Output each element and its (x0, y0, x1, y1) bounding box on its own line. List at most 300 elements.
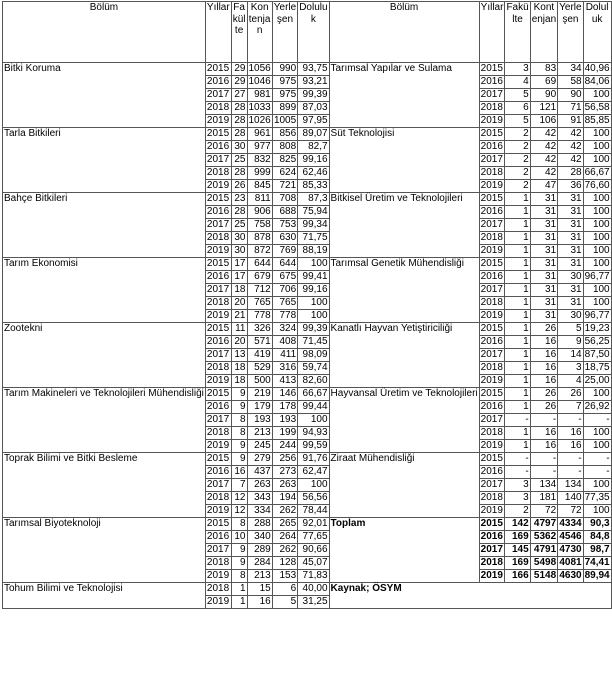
cell-doluluk: 85,85 (584, 115, 610, 127)
department-name: Bahçe Bitkileri (3, 193, 206, 258)
cell-kontenjan: 106 (530, 115, 557, 128)
cell-doluluk: 99,39 (298, 323, 329, 336)
cell-doluluk: 77,65 (298, 531, 329, 544)
department-name: Tarımsal Biyoteknoloji (3, 518, 206, 583)
cell-yil: 2015 (479, 388, 505, 401)
cell-yil: 2016 (205, 206, 231, 219)
cell-fakulte: 17 (231, 258, 247, 271)
cell-yerlesen: - (558, 453, 583, 466)
cell-yerlesen: 14 (558, 349, 583, 362)
cell-fakulte: 1 (505, 362, 530, 375)
cell-fakulte: 26 (231, 180, 247, 193)
cell-yil: 2019 (205, 180, 231, 193)
cell-fakulte: 9 (231, 388, 247, 401)
cell-yerlesen: 975 (272, 89, 297, 102)
cell-yerlesen: 4546 (559, 531, 582, 543)
cell-yerlesen: 990 (272, 63, 297, 76)
cell-kontenjan: 1046 (248, 76, 271, 88)
table-row (3, 193, 612, 206)
cell-fakulte: 21 (231, 310, 247, 323)
cell-kontenjan: 981 (247, 89, 272, 102)
cell-doluluk: 96,77 (584, 310, 610, 322)
cell-kontenjan: 31 (530, 310, 557, 323)
cell-fakulte: 16 (231, 466, 247, 479)
cell-kontenjan: 289 (247, 544, 272, 557)
department-name: Tarımsal Yapılar ve Sulama (329, 63, 479, 128)
cell-kontenjan: 961 (247, 128, 272, 141)
cell-yerlesen: 58 (558, 76, 583, 89)
cell-yil: 2019 (479, 570, 505, 583)
cell-yerlesen: 31 (558, 297, 583, 310)
cell-doluluk: 100 (583, 89, 611, 102)
department-name: Bitkisel Üretim ve Teknolojileri (329, 193, 479, 258)
cell-kontenjan: - (530, 414, 557, 427)
cell-fakulte: 25 (231, 154, 247, 167)
cell-yil: 2018 (205, 492, 231, 505)
header-bolum-2: Bölüm (329, 2, 479, 63)
cell-yerlesen: 263 (272, 479, 297, 492)
department-name: Süt Teknolojisi (329, 128, 479, 193)
cell-doluluk: 99,41 (298, 271, 329, 284)
cell-fakulte: 1 (505, 440, 530, 453)
source-note: Kaynak; ÖSYM (329, 583, 611, 609)
cell-kontenjan: 16 (530, 440, 557, 453)
header-fakulte-part: te (234, 25, 244, 36)
cell-doluluk: 18,75 (584, 362, 610, 374)
cell-yil: 2018 (205, 427, 231, 440)
cell-fakulte: 1 (505, 388, 530, 401)
table-row (3, 258, 612, 271)
cell-yerlesen: 856 (272, 128, 297, 141)
cell-yerlesen: 31 (558, 193, 583, 206)
cell-doluluk: 45,07 (298, 557, 329, 570)
cell-doluluk: 89,94 (584, 570, 610, 582)
cell-doluluk: 85,33 (298, 180, 329, 193)
cell-kontenjan: 42 (530, 154, 557, 167)
cell-yerlesen: 128 (272, 557, 297, 570)
cell-doluluk: 40,00 (298, 583, 329, 596)
cell-fakulte: 18 (231, 284, 247, 297)
cell-yil: 2019 (205, 115, 231, 128)
cell-kontenjan: 16 (530, 336, 557, 349)
cell-yil: 2015 (205, 518, 231, 531)
cell-yil: 2015 (479, 128, 505, 141)
cell-doluluk: 56,58 (584, 102, 610, 114)
cell-fakulte: 1 (505, 401, 530, 414)
cell-yil: 2015 (205, 258, 231, 271)
cell-kontenjan: 245 (247, 440, 272, 453)
cell-kontenjan: 16 (530, 375, 557, 388)
cell-doluluk: 94,93 (298, 427, 329, 440)
cell-fakulte: 9 (231, 401, 247, 414)
cell-yerlesen: 71 (558, 102, 583, 115)
cell-fakulte: 1 (505, 284, 530, 297)
cell-yil: 2018 (205, 102, 231, 115)
cell-doluluk: 56,25 (584, 336, 610, 348)
cell-doluluk: 76,60 (584, 180, 610, 192)
cell-doluluk: 100 (298, 297, 329, 310)
cell-kontenjan: 213 (247, 570, 272, 583)
cell-yerlesen: 31 (558, 258, 583, 271)
cell-doluluk: 66,67 (584, 167, 610, 179)
cell-fakulte: 9 (231, 440, 247, 453)
header-row (3, 2, 612, 63)
cell-yerlesen: 624 (272, 167, 297, 180)
cell-yerlesen: 42 (558, 128, 583, 141)
cell-yil: 2019 (479, 375, 505, 388)
cell-kontenjan: 42 (530, 141, 557, 154)
cell-yil: 2016 (205, 76, 231, 89)
cell-fakulte: 1 (505, 427, 530, 440)
cell-yerlesen: 644 (272, 258, 297, 271)
cell-fakulte: 169 (505, 557, 530, 570)
cell-yil: 2018 (205, 583, 231, 596)
cell-yil: 2017 (479, 349, 505, 362)
department-name: Bitki Koruma (3, 63, 206, 128)
cell-yerlesen: 16 (558, 440, 583, 453)
cell-doluluk: 100 (583, 154, 611, 167)
cell-yerlesen: 193 (272, 414, 297, 427)
cell-yil: 2018 (479, 102, 505, 115)
cell-fakulte: 12 (231, 492, 247, 505)
cell-kontenjan: 5148 (530, 570, 557, 583)
cell-yil: 2016 (205, 401, 231, 414)
cell-yerlesen: 708 (272, 193, 297, 206)
department-name: Tarla Bitkileri (3, 128, 206, 193)
cell-doluluk: 84,8 (583, 531, 611, 544)
cell-fakulte: 30 (231, 245, 247, 258)
cell-doluluk: 71,75 (298, 232, 329, 245)
header-fakulte-2-part: lte (512, 13, 523, 25)
cell-doluluk: 100 (583, 427, 611, 440)
cell-doluluk: 91,76 (298, 453, 329, 466)
cell-yil: 2015 (205, 388, 231, 401)
header-kontenjan-2-part: Kont (533, 2, 555, 13)
cell-yil: 2015 (205, 193, 231, 206)
cell-doluluk: 88,19 (298, 245, 329, 258)
cell-yerlesen: 9 (558, 336, 583, 349)
header-fakulte-2-part: Fakü (506, 2, 529, 13)
cell-yerlesen: 34 (558, 63, 583, 76)
cell-doluluk: - (583, 466, 611, 479)
cell-fakulte: 1 (505, 349, 530, 362)
cell-fakulte: 1 (505, 336, 530, 349)
cell-yerlesen: 778 (272, 310, 297, 323)
cell-kontenjan: 977 (247, 141, 272, 154)
cell-yil: 2015 (205, 323, 231, 336)
cell-yil: 2015 (479, 193, 505, 206)
cell-yerlesen: 408 (272, 336, 297, 349)
cell-doluluk: 99,39 (298, 89, 329, 102)
cell-fakulte: 28 (231, 115, 247, 128)
cell-kontenjan: 83 (530, 63, 557, 76)
cell-yil: 2017 (205, 89, 231, 102)
cell-doluluk: 98,7 (583, 544, 611, 557)
cell-doluluk: 100 (583, 141, 611, 154)
header-doluluk-part: k (310, 13, 316, 25)
cell-fakulte: 1 (505, 206, 530, 219)
cell-fakulte: 1 (505, 271, 530, 284)
cell-yil: 2017 (479, 544, 505, 557)
header-kontenjan-2-part: enjan (531, 13, 557, 25)
cell-fakulte: 7 (231, 479, 247, 492)
cell-doluluk: 87,3 (298, 193, 329, 206)
cell-kontenjan: 906 (247, 206, 272, 219)
cell-yerlesen: - (558, 414, 583, 427)
cell-kontenjan: 16 (247, 596, 272, 609)
department-name: Tarımsal Genetik Mühendisliği (329, 258, 479, 323)
header-yerlesen-2-part: şen (562, 13, 579, 25)
cell-doluluk: 100 (583, 258, 611, 271)
cell-fakulte: 28 (231, 102, 247, 115)
cell-yil: 2019 (479, 505, 505, 518)
cell-yil: 2017 (205, 544, 231, 557)
cell-doluluk: 92,01 (298, 518, 329, 531)
cell-yerlesen: 91 (558, 115, 583, 128)
cell-yerlesen: 825 (272, 154, 297, 167)
cell-fakulte: 17 (231, 271, 247, 284)
cell-doluluk: 84,06 (584, 76, 610, 88)
cell-yerlesen: 262 (272, 505, 297, 518)
header-fakulte-part: kül (232, 13, 246, 25)
cell-kontenjan: 31 (530, 284, 557, 297)
table-row (3, 323, 612, 336)
cell-yerlesen: 146 (272, 388, 297, 401)
cell-fakulte: 2 (505, 505, 530, 518)
cell-fakulte: 1 (505, 297, 530, 310)
cell-kontenjan: 31 (530, 232, 557, 245)
cell-kontenjan: 26 (530, 401, 557, 414)
cell-kontenjan: 343 (247, 492, 272, 505)
table-row (3, 518, 612, 531)
cell-fakulte: 2 (505, 141, 530, 154)
header-doluluk-2-part: Dolul (585, 2, 609, 13)
cell-fakulte: 25 (231, 219, 247, 232)
cell-fakulte: 5 (505, 115, 530, 128)
cell-kontenjan: 334 (247, 505, 272, 518)
cell-kontenjan: 47 (530, 180, 557, 193)
cell-kontenjan: 42 (530, 167, 557, 180)
cell-kontenjan: 31 (530, 271, 557, 284)
cell-doluluk: 100 (298, 258, 329, 271)
cell-yil: 2017 (479, 479, 505, 492)
cell-kontenjan: 69 (530, 76, 557, 89)
cell-fakulte: 18 (231, 375, 247, 388)
cell-yerlesen: 675 (272, 271, 297, 284)
cell-yil: 2016 (479, 401, 505, 414)
cell-yil: 2018 (479, 492, 505, 505)
cell-fakulte: 8 (231, 427, 247, 440)
cell-yerlesen: 42 (558, 154, 583, 167)
cell-yerlesen: 899 (272, 102, 297, 115)
header-doluluk (298, 2, 329, 63)
cell-yerlesen: 134 (558, 479, 583, 492)
cell-kontenjan: 500 (247, 375, 272, 388)
cell-yerlesen: 36 (558, 180, 583, 193)
cell-kontenjan: 213 (247, 427, 272, 440)
cell-fakulte: 23 (231, 193, 247, 206)
cell-doluluk: 56,56 (298, 492, 329, 505)
cell-fakulte: 3 (505, 63, 530, 76)
cell-kontenjan: 121 (530, 102, 557, 115)
cell-doluluk: 100 (583, 219, 611, 232)
cell-yerlesen: 30 (558, 271, 583, 284)
cell-kontenjan: 263 (247, 479, 272, 492)
cell-yerlesen: 178 (272, 401, 297, 414)
cell-yil: 2017 (479, 219, 505, 232)
cell-yerlesen: 153 (272, 570, 297, 583)
cell-fakulte: 1 (505, 310, 530, 323)
total-label: Toplam (329, 518, 479, 583)
cell-doluluk: 100 (583, 128, 611, 141)
cell-kontenjan: 288 (247, 518, 272, 531)
cell-kontenjan: 284 (247, 557, 272, 570)
cell-kontenjan: 90 (530, 89, 557, 102)
cell-kontenjan: 31 (530, 206, 557, 219)
university-placement-table (2, 1, 612, 609)
cell-fakulte: 18 (231, 362, 247, 375)
cell-yil: 2017 (479, 154, 505, 167)
cell-doluluk: 31,25 (298, 596, 329, 609)
cell-fakulte: 9 (231, 557, 247, 570)
cell-yil: 2017 (205, 479, 231, 492)
cell-kontenjan: 845 (247, 180, 272, 193)
cell-yil: 2015 (205, 128, 231, 141)
cell-fakulte: 10 (231, 531, 247, 544)
cell-doluluk: 98,09 (298, 349, 329, 362)
cell-yerlesen: 194 (272, 492, 297, 505)
cell-fakulte: 2 (505, 154, 530, 167)
cell-doluluk: 100 (583, 297, 611, 310)
cell-yerlesen: 31 (558, 232, 583, 245)
cell-fakulte: 1 (505, 219, 530, 232)
cell-kontenjan: 179 (247, 401, 272, 414)
cell-doluluk: 82,7 (298, 141, 329, 154)
cell-kontenjan: 5362 (530, 531, 557, 544)
cell-doluluk: 74,41 (584, 557, 610, 569)
cell-doluluk: 100 (298, 310, 329, 323)
header-yerlesen-part: şen (276, 13, 294, 25)
cell-yil: 2019 (205, 440, 231, 453)
cell-yil: 2016 (479, 206, 505, 219)
cell-kontenjan: 4797 (530, 518, 557, 531)
header-fakulte-part: Fa (233, 2, 245, 13)
header-fakulte (231, 2, 247, 63)
cell-yerlesen: 808 (272, 141, 297, 154)
cell-yerlesen: 30 (558, 310, 583, 323)
cell-yil: 2015 (479, 63, 505, 76)
cell-doluluk: 100 (298, 414, 329, 427)
cell-yerlesen: 244 (272, 440, 297, 453)
cell-yerlesen: 688 (272, 206, 297, 219)
cell-yil: 2019 (479, 245, 505, 258)
cell-fakulte: 28 (231, 128, 247, 141)
table-row (3, 128, 612, 141)
cell-doluluk: 93,21 (298, 76, 329, 89)
header-yerlesen-part: Yerle (273, 2, 297, 13)
cell-yil: 2018 (479, 232, 505, 245)
cell-fakulte: - (505, 453, 530, 466)
cell-doluluk: 100 (583, 479, 611, 492)
cell-fakulte: 169 (505, 531, 530, 544)
cell-yerlesen: 16 (558, 427, 583, 440)
cell-kontenjan: 811 (247, 193, 272, 206)
cell-yerlesen: 31 (558, 245, 583, 258)
cell-yerlesen: - (558, 466, 583, 479)
header-fakulte-2 (505, 2, 530, 63)
cell-doluluk: 87,50 (584, 349, 610, 361)
cell-yerlesen: 5 (272, 596, 297, 609)
cell-kontenjan: 1056 (248, 63, 271, 75)
cell-yil: 2015 (205, 453, 231, 466)
cell-fakulte: 8 (231, 570, 247, 583)
cell-fakulte: 20 (231, 336, 247, 349)
cell-kontenjan: 16 (530, 427, 557, 440)
cell-doluluk: 87,03 (298, 102, 329, 115)
cell-yil: 2017 (205, 219, 231, 232)
cell-fakulte: 1 (231, 583, 247, 596)
cell-yil: 2017 (479, 89, 505, 102)
cell-fakulte: 4 (505, 76, 530, 89)
cell-fakulte: 29 (231, 76, 247, 89)
department-name: Tarım Makineleri ve Teknolojileri Mühendisliği (3, 388, 206, 453)
cell-yil: 2015 (479, 323, 505, 336)
cell-yil: 2019 (479, 180, 505, 193)
cell-yil: 2018 (479, 557, 505, 570)
cell-kontenjan: 340 (247, 531, 272, 544)
cell-kontenjan: 999 (247, 167, 272, 180)
cell-doluluk: 71,83 (298, 570, 329, 583)
cell-kontenjan: 644 (247, 258, 272, 271)
cell-yerlesen: 140 (558, 492, 583, 505)
cell-fakulte: 145 (505, 544, 530, 557)
cell-fakulte: 30 (231, 141, 247, 154)
cell-kontenjan: 16 (530, 349, 557, 362)
cell-fakulte: 30 (231, 232, 247, 245)
cell-yil: 2016 (479, 76, 505, 89)
cell-kontenjan: 31 (530, 258, 557, 271)
cell-kontenjan: 872 (247, 245, 272, 258)
cell-yerlesen: 753 (272, 219, 297, 232)
cell-doluluk: 100 (583, 505, 611, 518)
cell-yil: 2018 (479, 297, 505, 310)
cell-kontenjan: 42 (530, 128, 557, 141)
cell-yil: 2017 (479, 284, 505, 297)
cell-fakulte: 12 (231, 505, 247, 518)
cell-yerlesen: 6 (272, 583, 297, 596)
cell-kontenjan: 134 (530, 479, 557, 492)
cell-yil: 2015 (479, 258, 505, 271)
header-yerlesen-2 (558, 2, 583, 63)
cell-fakulte: 142 (505, 518, 530, 531)
cell-yerlesen: 262 (272, 544, 297, 557)
cell-yerlesen: 28 (558, 167, 583, 180)
cell-yil: 2018 (479, 362, 505, 375)
cell-fakulte: 1 (505, 193, 530, 206)
cell-doluluk: 99,16 (298, 284, 329, 297)
cell-yil: 2016 (205, 141, 231, 154)
cell-kontenjan: 193 (247, 414, 272, 427)
cell-kontenjan: 778 (247, 310, 272, 323)
cell-yerlesen: 42 (558, 141, 583, 154)
cell-yil: 2017 (479, 414, 505, 427)
cell-fakulte: 3 (505, 479, 530, 492)
department-name: Zootekni (3, 323, 206, 388)
cell-fakulte: 9 (231, 453, 247, 466)
cell-yil: 2019 (205, 505, 231, 518)
cell-kontenjan: - (530, 453, 557, 466)
cell-doluluk: 100 (298, 479, 329, 492)
